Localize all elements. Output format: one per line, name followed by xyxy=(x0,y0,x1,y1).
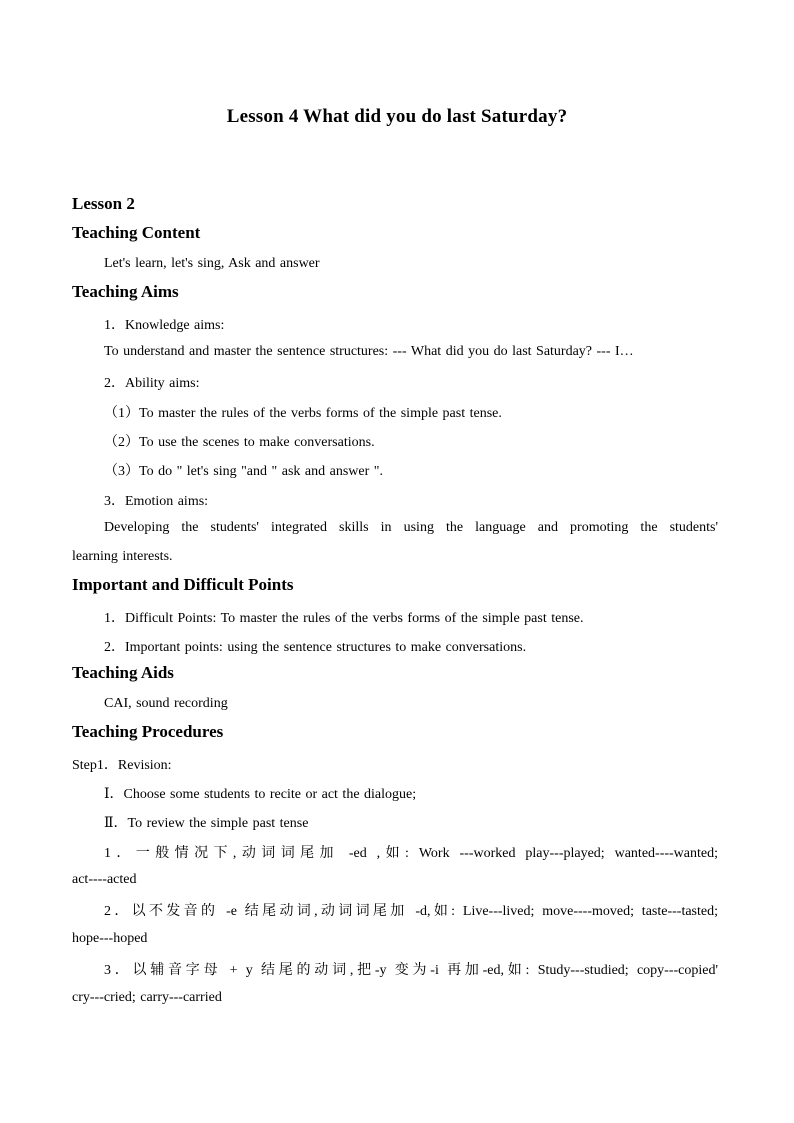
knowledge-aims-label: 1．Knowledge aims: xyxy=(104,318,225,333)
points-heading: Important and Difficult Points xyxy=(72,575,294,594)
knowledge-aims-text: To understand and master the sentence structures: --- What did you do last Saturday? --- I… xyxy=(104,344,634,359)
ability-item-2: （2）To use the scenes to make conversations. xyxy=(104,435,375,450)
rule-2-line-1: 2．以不发音的 -e 结尾动词,动词词尾加 -d,如: Live---lived; move----moved; taste---tasted; xyxy=(104,904,718,919)
rule-1-line-2: act----acted xyxy=(72,872,137,887)
ability-item-3: （3）To do " let's sing "and " ask and answer ". xyxy=(104,464,383,479)
emotion-aims-line-1: Developing the students' integrated skills in using the language and promoting the students' xyxy=(104,520,718,535)
teaching-content-text: Let's learn, let's sing, Ask and answer xyxy=(104,256,320,271)
teaching-aims-heading: Teaching Aims xyxy=(72,282,179,301)
ability-item-1: （1）To master the rules of the verbs forms of the simple past tense. xyxy=(104,406,502,421)
teaching-aids-text: CAI, sound recording xyxy=(104,696,228,711)
teaching-content-heading: Teaching Content xyxy=(72,223,201,242)
lesson-heading: Lesson 2 xyxy=(72,194,135,213)
important-point: 2．Important points: using the sentence structures to make conversations. xyxy=(104,640,527,655)
teaching-procedures-heading: Teaching Procedures xyxy=(72,722,224,741)
rule-3-line-2: cry---cried; carry---carried xyxy=(72,990,222,1005)
teaching-aids-heading: Teaching Aids xyxy=(72,663,174,682)
emotion-aims-label: 3．Emotion aims: xyxy=(104,494,209,509)
document-title: Lesson 4 What did you do last Saturday? xyxy=(226,106,568,127)
difficult-point: 1．Difficult Points: To master the rules of the verbs forms of the simple past tense. xyxy=(104,611,584,626)
ability-aims-label: 2．Ability aims: xyxy=(104,376,200,391)
rule-1-line-1: 1．一般情况下,动词词尾加 -ed ,如: Work ---worked play---played; wanted----wanted; xyxy=(104,846,718,861)
step-1-label: Step1．Revision: xyxy=(72,758,172,773)
emotion-aims-line-2: learning interests. xyxy=(72,549,173,564)
revision-item-2: Ⅱ．To review the simple past tense xyxy=(104,816,309,831)
rule-2-line-2: hope---hoped xyxy=(72,931,148,946)
rule-3-line-1: 3．以辅音字母 + y 结尾的动词,把-y 变为-i 再加-ed,如: Study---studied; copy---copied' xyxy=(104,963,718,978)
revision-item-1: Ⅰ．Choose some students to recite or act the dialogue; xyxy=(104,787,417,802)
